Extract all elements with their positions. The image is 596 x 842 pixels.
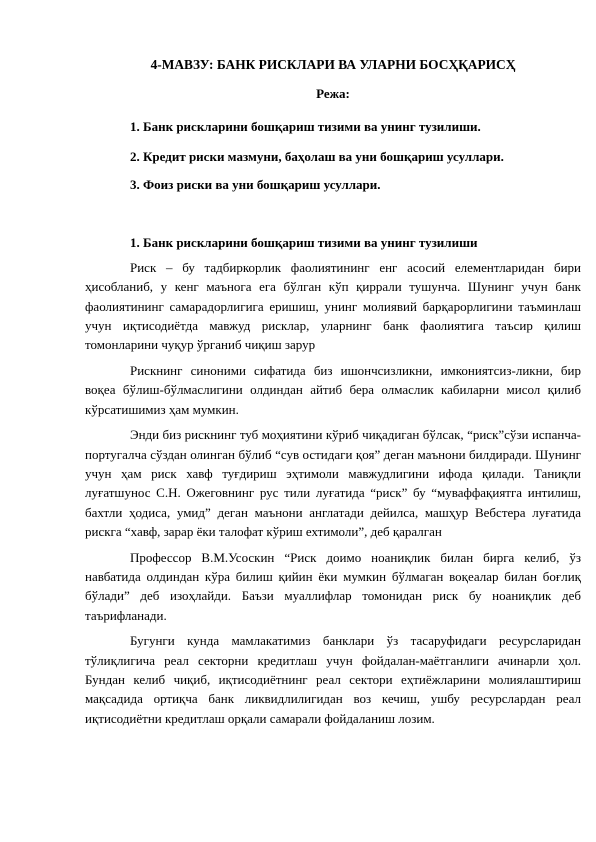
section-heading: 1. Банк рискларини бошқариш тизими ва унинг тузилиши [130, 235, 478, 250]
document-body [85, 258, 581, 734]
plan-item-2: 2. Кредит риски мазмуни, баҳолаш ва уни бошқариш усуллари. [130, 149, 504, 164]
plan-item-1: 1. Банк рискларини бошқариш тизими ва унинг тузилиши. [130, 119, 481, 134]
paragraph-4: Профессор В.М.Усоскин “Риск доимо ноаниқлик билан бирга келиб, ўз навбатида олдиндан кўра билиш қийин ёки мумкин бўлмаган воқеалар билан боғлиқ бўлади” деб изоҳлайди. Баъзи муаллифлар томонидан риск бу ноаниқлик деб таърифланади. [85, 549, 581, 623]
plan-label: Режа: [316, 86, 350, 101]
paragraph-2: Рискнинг синоними сифатида биз ишончсизликни, имкониятсиз-ликни, бир воқеа бўлиш-бўлмаслигини олдиндан айтиб бера олмаслик кабиларни мисол қилиб кўрсатишимиз ҳам мумкин. [85, 362, 581, 417]
paragraph-3: Энди биз рискнинг туб моҳиятини кўриб чиқадиган бўлсак, “риск”сўзи испанча-португалча сўздан олинган бўлиб “сув остидаги қоя” деган маънони билдиради. Шунинг учун ҳам риск хавф туғдириш эҳтимоли мавжудлигини ифода қилади. Таниқли луғатшунос С.Н. Ожеговнинг рус тили луғатида “риск” бу “муваффақиятга интилиш, бахтли ҳодиса, умид” деган маънони англатади дейилса, машҳур Вебстера луғатида рискга “хавф, зарар ёки талофат кўриш ехтимоли”, деб қаралган [85, 427, 581, 539]
paragraph-5: Бугунги кунда мамлакатимиз банклари ўз тасаруфидаги ресурсларидан тўлиқлигича реал секторни кредитлаш учун фойдалан-маётганлиги ачинарли ҳол. Бундан келиб чиқиб, иқтисодиётнинг реал сектори еҳтиёжларини молиялаштириш мақсадида ортиқча банк ликвидлилигидан воз кечиш, ушбу ресурслардан реал иқтисодиётни кредитлаш орқали самарали фойдаланиш лозим. [85, 633, 581, 726]
document-title: 4-МАВЗУ: БАНК РИСКЛАРИ ВА УЛАРНИ БОСҲҚАРИСҲ [150, 57, 516, 72]
plan-item-3: 3. Фоиз риски ва уни бошқариш усуллари. [130, 177, 381, 192]
paragraph-1: Риск – бу тадбиркорлик фаолиятининг енг асосий елементларидан бири ҳисобланиб, у кенг маънога ега бўлган кўп қиррали тушунча. Шунинг учун банк фаолиятининг самарадорлигига еришиш, унинг молиявий барқарорлигини таъминлаш учун иқтисодиётда мавжуд рисклар, уларнинг банк фаолиятига таъсир қилиш томонларини чуқур ўрганиб чиқиш зарур [85, 260, 581, 353]
